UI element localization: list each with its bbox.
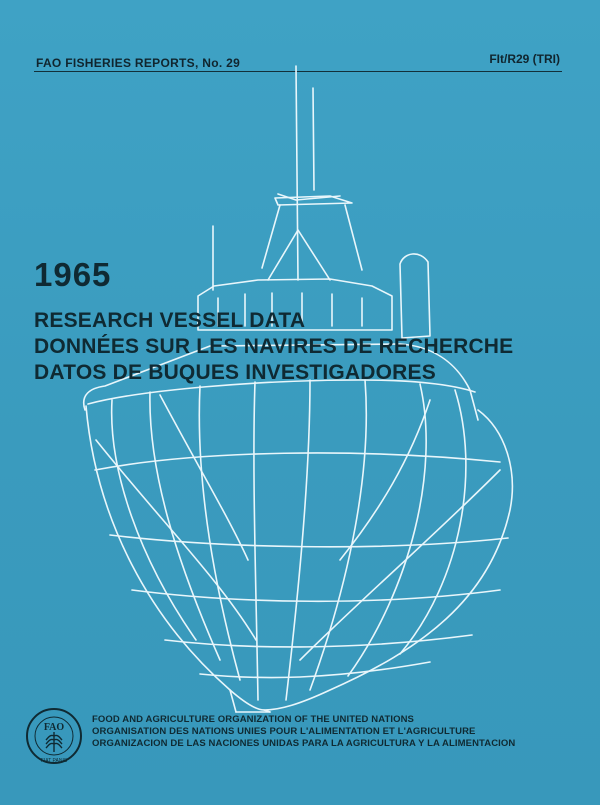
title-french: DONNÉES SUR LES NAVIRES DE RECHERCHE [34, 335, 514, 358]
title-english: RESEARCH VESSEL DATA [34, 309, 306, 332]
report-year: 1965 [34, 256, 112, 293]
fao-logo-icon [24, 706, 84, 766]
organization-name-spanish: ORGANIZACION DE LAS NACIONES UNIDAS PARA LA AGRICULTURA Y LA ALIMENTACION [92, 738, 516, 749]
organization-name-english: FOOD AND AGRICULTURE ORGANIZATION OF THE UNITED NATIONS [92, 714, 414, 725]
title-spanish: DATOS DE BUQUES INVESTIGADORES [34, 361, 436, 384]
fao-logo-letters: FAO [43, 722, 65, 733]
organization-name-french: ORGANISATION DES NATIONS UNIES POUR L'ALIMENTATION ET L'AGRICULTURE [92, 726, 476, 737]
fao-logo-motto: FIAT PANIS [40, 758, 68, 764]
series-title: FAO FISHERIES REPORTS, No. 29 [36, 56, 241, 70]
document-code: FIt/R29 (TRI) [489, 52, 560, 66]
